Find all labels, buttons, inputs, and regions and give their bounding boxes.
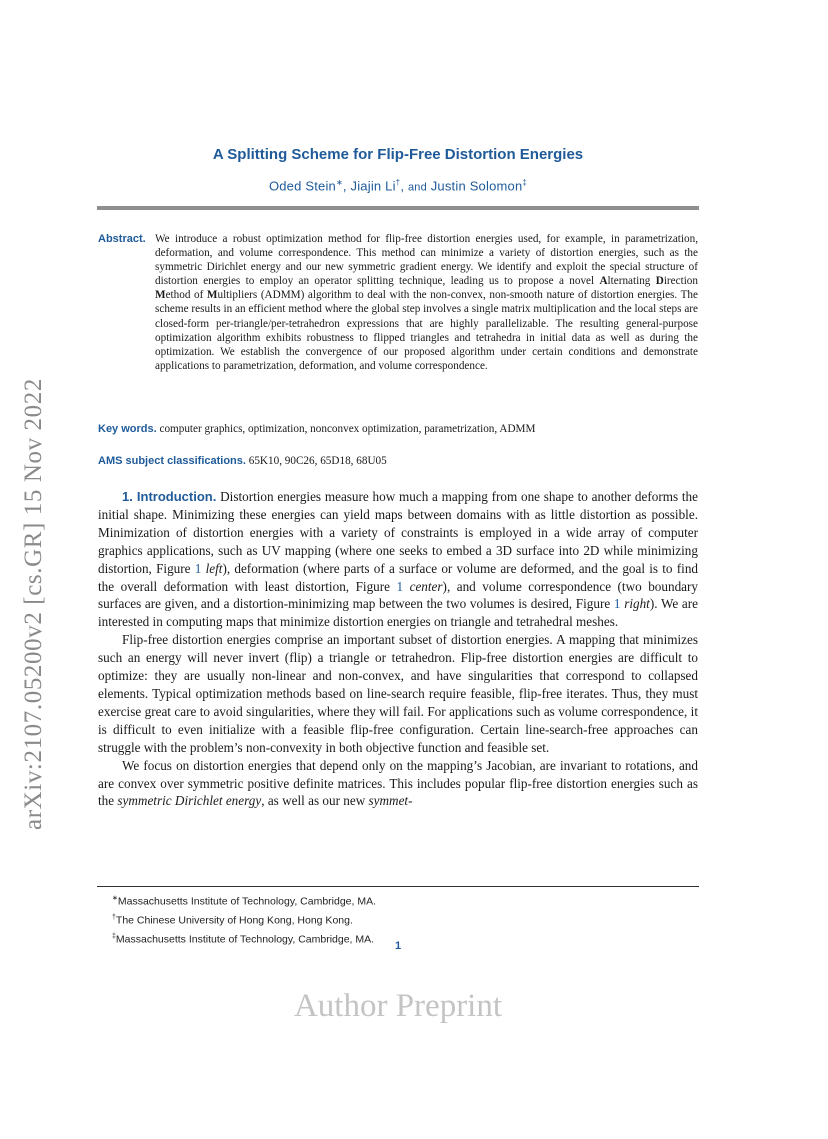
- keywords-label: Key words.: [98, 423, 157, 435]
- page-number: 1: [394, 940, 402, 952]
- author-list: Oded Stein∗, Jiajin Li†, and Justin Solomon‡: [268, 178, 528, 194]
- author-conjunction: and: [407, 181, 427, 194]
- footnote: ∗Massachusetts Institute of Technology, Cambridge, MA.: [112, 895, 377, 908]
- section-heading: 1. Introduction.: [122, 489, 217, 504]
- footnote: ‡Massachusetts Institute of Technology, Cambridge, MA.: [112, 933, 375, 946]
- abstract: [98, 232, 698, 373]
- intro-paragraph: We focus on distortion energies that depend only on the mapping’s Jacobian, are invariant to rotations, and are convex over symmetric positive definite matrices. This includes popular flip-free distortion energies such as the symmetric Dirichlet energy, as well as our new symmet-: [98, 757, 698, 809]
- figure-link[interactable]: 1: [613, 596, 621, 612]
- abstract-label: Abstract.: [98, 233, 146, 245]
- intro-paragraph: 1. Introduction. Distortion energies measure how much a mapping from one shape to another deforms the initial shape. Minimizing these energies can yield maps between domains with as little distortion as possible. Minimization of distortion energies with a variety of constraints is employed in a wide array of computer graphics applications, such as UV mapping (where one seeks to embed a 3D surface into 2D while minimizing distortion, Figure 1 left), deformation (where parts of a surface or volume are deformed, and the goal is to find the overall deformation with least distortion, Figure 1 center), and volume correspondence (two boundary surfaces are given, and a distortion-minimizing map between the two volumes is desired, Figure 1 right). We are interested in computing maps that minimize distortion energies on triangle and tetrahedral meshes.: [98, 489, 699, 630]
- author-footnote-mark: ∗: [335, 178, 343, 187]
- introduction-section: [98, 488, 698, 810]
- arxiv-identifier: arXiv:2107.05200v2 [cs.GR] 15 Nov 2022: [20, 378, 47, 830]
- watermark: Author Preprint: [293, 988, 503, 1024]
- intro-paragraph: Flip-free distortion energies comprise an important subset of distortion energies. A mapping that minimizes such an energy will never invert (flip) a triangle or tetrahedron. Flip-free distortion energies are difficult to optimize: they are usually non-linear and non-convex, and have singularities that correspond to collapsed elements. Typical optimization methods based on line-search require feasible, flip-free iterates. Thus, they must exercise great care to avoid singularities, where they will fail. For applications such as volume correspondence, it is difficult to even initialize with a feasible flip-free configuration. Certain line-search-free approaches can struggle with the problem’s non-convexity in both objective function and feasible set.: [98, 632, 698, 755]
- figure-link[interactable]: 1: [396, 578, 404, 594]
- footnote-divider: [97, 886, 699, 887]
- ams-label: AMS subject classifications.: [98, 455, 246, 467]
- author-footnote-mark: ‡: [522, 178, 528, 187]
- keywords: [98, 423, 698, 435]
- ams-text: 65K10, 90C26, 65D18, 68U05: [248, 455, 387, 467]
- keywords-text: computer graphics, optimization, nonconvex optimization, parametrization, ADMM: [159, 423, 536, 435]
- author-name: Oded Stein: [268, 178, 336, 194]
- author-name: Justin Solomon: [430, 178, 523, 194]
- title-divider: [97, 206, 699, 210]
- ams-classifications: [98, 455, 698, 467]
- abstract-text: We introduce a robust optimization method for flip-free distortion energies used, for example, in parametrization, deformation, and volume correspondence. This method can minimize a variety of distortion energies, such as the symmetric Dirichlet energy and our new symmetric gradient energy. We identify and exploit the special structure of distortion energies to employ an operator splitting technique, leading us to propose a novel Alternating Direction Method of Multipliers (ADMM) algorithm to deal with the non-convex, non-smooth nature of distortion energies. The scheme results in an efficient method where the global step involves a single matrix multiplication and the local steps are closed-form per-triangle/per-tetrahedron expressions that are highly parallelizable. The resulting general-purpose optimization algorithm exhibits robustness to flipped triangles and tetrahedra in initial data as well as during the optimization. We establish the convergence of our proposed algorithm under certain conditions and demonstrate applications to parametrization, deformation, and volume correspondence.: [155, 233, 698, 372]
- author-name: Jiajin Li: [350, 178, 396, 194]
- author-footnote-mark: †: [395, 178, 401, 187]
- figure-link[interactable]: 1: [194, 560, 202, 576]
- paper-title: A Splitting Scheme for Flip-Free Distortion Energies: [212, 146, 584, 163]
- footnote: †The Chinese University of Hong Kong, Hong Kong.: [112, 914, 353, 927]
